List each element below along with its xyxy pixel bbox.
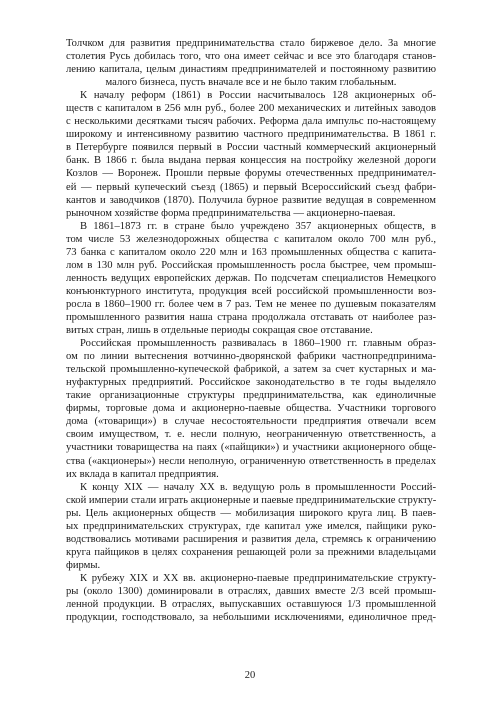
- text-line: ей — первый купеческий съезд (1865) и первый Всероссийский съезд фабри-: [66, 181, 436, 193]
- text-line: круга пайщиков в целях сохранения решающей роли за прежними владельцами: [66, 546, 436, 558]
- text-line: росла в 1860–1900 гг. более чем в 7 раз. Тем не менее по душевым показателям: [66, 298, 436, 310]
- text-line: продукции, господствовало, за небольшими исключениями, единоличное пред-: [66, 612, 436, 624]
- text-line: водствовались мотивами расширения и развития дела, стремясь к ограничению: [66, 533, 436, 545]
- text-line: витых стран, лишь в отдельные периоды сокращая свое отставание.: [66, 325, 373, 337]
- paragraph: [66, 220, 436, 337]
- text-line: лению капитала, целым династиям предпринимателей и постоянному развитию: [66, 64, 436, 76]
- text-line: участники товарищества на паях («пайщики») и участники акционерного обще-: [66, 442, 436, 454]
- text-line: фирмы, торговые дома и акционерно-паевые общества. Участники торгового: [66, 403, 436, 415]
- text-line: К началу реформ (1861) в России насчитывалось 128 акционерных об-: [80, 90, 436, 102]
- text-line: К рубежу XIX и XX вв. акционерно-паевые предпринимательские структу-: [80, 572, 436, 584]
- text-line: Российская промышленность развивалась в 1860–1900 гг. главным образ-: [80, 338, 436, 350]
- text-line: в Петербурге появился первый в России частный коммерческий акционерный: [66, 142, 436, 154]
- text-line: ры. Цель акционерных обществ — мобилизация широкого круга лиц. В паев-: [66, 507, 436, 519]
- text-line: широкому и интенсивному развитию частного предпринимательства. В 1861 г.: [66, 129, 436, 141]
- text-line: ры (около 1300) доминировали в отраслях, давших вместе 2/3 всей промыш-: [66, 585, 436, 597]
- text-line: рыночном хозяйстве форма предпринимательства — акционерно-паевая.: [66, 207, 396, 219]
- body-text: [66, 37, 436, 624]
- text-line: ленность ведущих европейских держав. По подсчетам специалистов Немецкого: [66, 272, 436, 284]
- text-line: столетия Русь добилась того, что она имеет сейчас и все это благодаря станов-: [66, 51, 436, 63]
- text-line: ленной продукции. В отраслях, выпускавших оставшуюся 1/3 промышленной: [66, 599, 436, 611]
- text-line: лом в 130 млн руб. Российская промышленность росла быстрее, чем промыш-: [66, 259, 436, 271]
- text-line: своим имуществом, т. е. несли полную, неограниченную ответственность, а: [66, 429, 436, 441]
- text-line: их вклада в капитал предприятия.: [66, 468, 219, 480]
- text-line: тельской промышленно-купеческой фабрикой, а затем за счет кустарных и ма-: [66, 364, 436, 376]
- text-line: нуфактурных предприятий. Российское законодательство в те годы выделяло: [66, 377, 436, 389]
- text-line: конъюнктурного института, продукция всей российской промышленности воз-: [66, 285, 436, 297]
- page-number: 20: [244, 670, 256, 681]
- text-line: Толчком для развития предпринимательства стало биржевое дело. За многие: [66, 38, 436, 49]
- text-line: дома («товарищи») в случае несостоятельности предприятия отвечали всем: [66, 416, 436, 428]
- text-line: промышленного развития наша страна продолжала отставать от наиболее раз-: [66, 311, 436, 323]
- paragraph: [66, 572, 436, 624]
- text-line: ых предпринимательских структурах, где капитал уже имелся, пайщики руко-: [66, 520, 436, 532]
- text-line: кантов и заводчиков (1870). Получила бурное развитие ведущая в современном: [66, 194, 436, 206]
- text-line: ом по линии вытеснения вотчинно-дворянской фабрики частнопредпринима-: [66, 351, 436, 363]
- text-line: К концу XIX — началу XX в. ведущую роль в промышленности Россий-: [80, 481, 436, 493]
- text-line: с несколькими десятками тысяч рабочих. Реформа дала импульс по-настоящему: [66, 116, 436, 128]
- text-line: ществ с капиталом в 256 млн руб., более 200 механических и литейных заводов: [66, 103, 436, 115]
- text-line: банк. В 1866 г. была выдана первая концессия на постройку железной дороги: [66, 155, 436, 167]
- text-line: ства («акционеры») несли неполную, ограниченную ответственность в пределах: [66, 455, 436, 467]
- paragraph: [66, 37, 436, 89]
- text-line: малого бизнеса, пусть вначале все и не было таким глобальным.: [105, 77, 397, 89]
- text-line: ской империи стали играть акционерные и паевые предпринимательские структу-: [66, 494, 436, 506]
- paragraph: [66, 337, 436, 481]
- text-line: 73 банка с капиталом около 220 млн и 163 промышленных общества с капита-: [66, 246, 436, 258]
- text-line: том числе 53 железнодорожных общества с капиталом около 700 млн руб.,: [66, 233, 436, 245]
- paragraph: [66, 89, 436, 219]
- text-line: такие организационные структуры предпринимательства, как единоличные: [66, 390, 436, 402]
- paragraph: [66, 481, 436, 572]
- text-line: В 1861–1873 гг. в стране было учреждено 357 акционерных обществ, в: [80, 220, 436, 232]
- text-line: Козлов — Воронеж. Прошли первые форумы отечественных предпринимател-: [66, 168, 436, 180]
- text-line: фирмы.: [66, 559, 101, 571]
